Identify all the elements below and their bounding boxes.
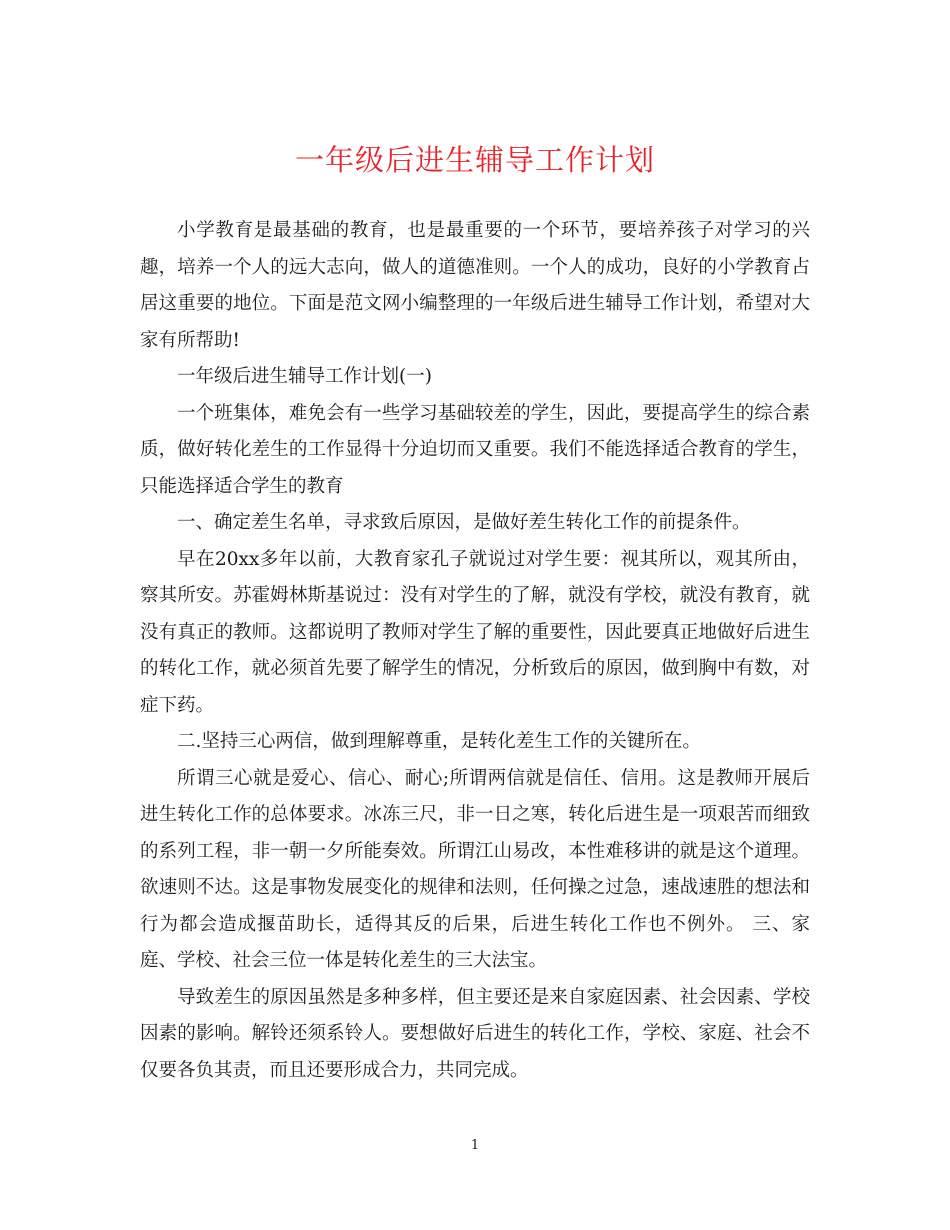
paragraph-subtitle: 一年级后进生辅导工作计划(一) <box>177 366 432 387</box>
paragraph-class-collective: 一个班集体，难免会有一些学习基础较差的学生，因此，要提高学生的综合素质，做好转化差生的工作显得十分迫切而又重要。我们不能选择适合教育的学生，只能选择适合学生的教育 <box>140 402 810 497</box>
paragraph-intro: 小学教育是最基础的教育，也是最重要的一个环节，要培养孩子对学习的兴趣，培养一个人的远大志向，做人的道德准则。一个人的成功，良好的小学教育占居这重要的地位。下面是范文网小编整理的一年级后进生辅导工作计划，希望对大家有所帮助! <box>140 220 810 351</box>
paragraph-section-one-heading: 一、确定差生名单，寻求致后原因，是做好差生转化工作的前提条件。 <box>177 512 751 533</box>
page-number: 1 <box>470 1138 480 1153</box>
paragraph-section-two-heading: 二.坚持三心两信，做到理解尊重，是转化差生工作的关键所在。 <box>177 731 701 752</box>
paragraph-three-hearts: 所谓三心就是爱心、信心、耐心;所谓两信就是信任、信用。这是教师开展后进生转化工作的总体要求。冰冻三尺，非一日之寒，转化后进生是一项艰苦而细致的系列工程，非一朝一夕所能奏效。所谓江山易改，本性难移讲的就是这个道理。欲速则不达。这是事物发展变化的规律和法则，任何操之过急，速战速胜的想法和行为都会造成揠苗助长，适得其反的后果，后进生转化工作也不例外。 三、家庭、学校、社会三位一体是转化差生的三大法宝。 <box>140 767 810 971</box>
document-body <box>140 213 810 1089</box>
paragraph-confucius: 早在20xx多年以前，大教育家孔子就说过对学生要：视其所以，观其所由，察其所安。苏霍姆林斯基说过：没有对学生的了解，就没有学校，就没有教育，就没有真正的教师。这都说明了教师对学生了解的重要性，因此要真正地做好后进生的转化工作，就必须首先要了解学生的情况，分析致后的原因，做到胸中有数，对症下药。 <box>140 548 810 716</box>
paragraph-causes: 导致差生的原因虽然是多种多样，但主要还是来自家庭因素、社会因素、学校因素的影响。解铃还须系铃人。要想做好后进生的转化工作，学校、家庭、社会不仅要各负其责，而且还要形成合力，共同完成。 <box>140 986 810 1081</box>
document-title: 一年级后进生辅导工作计划 <box>294 143 655 177</box>
